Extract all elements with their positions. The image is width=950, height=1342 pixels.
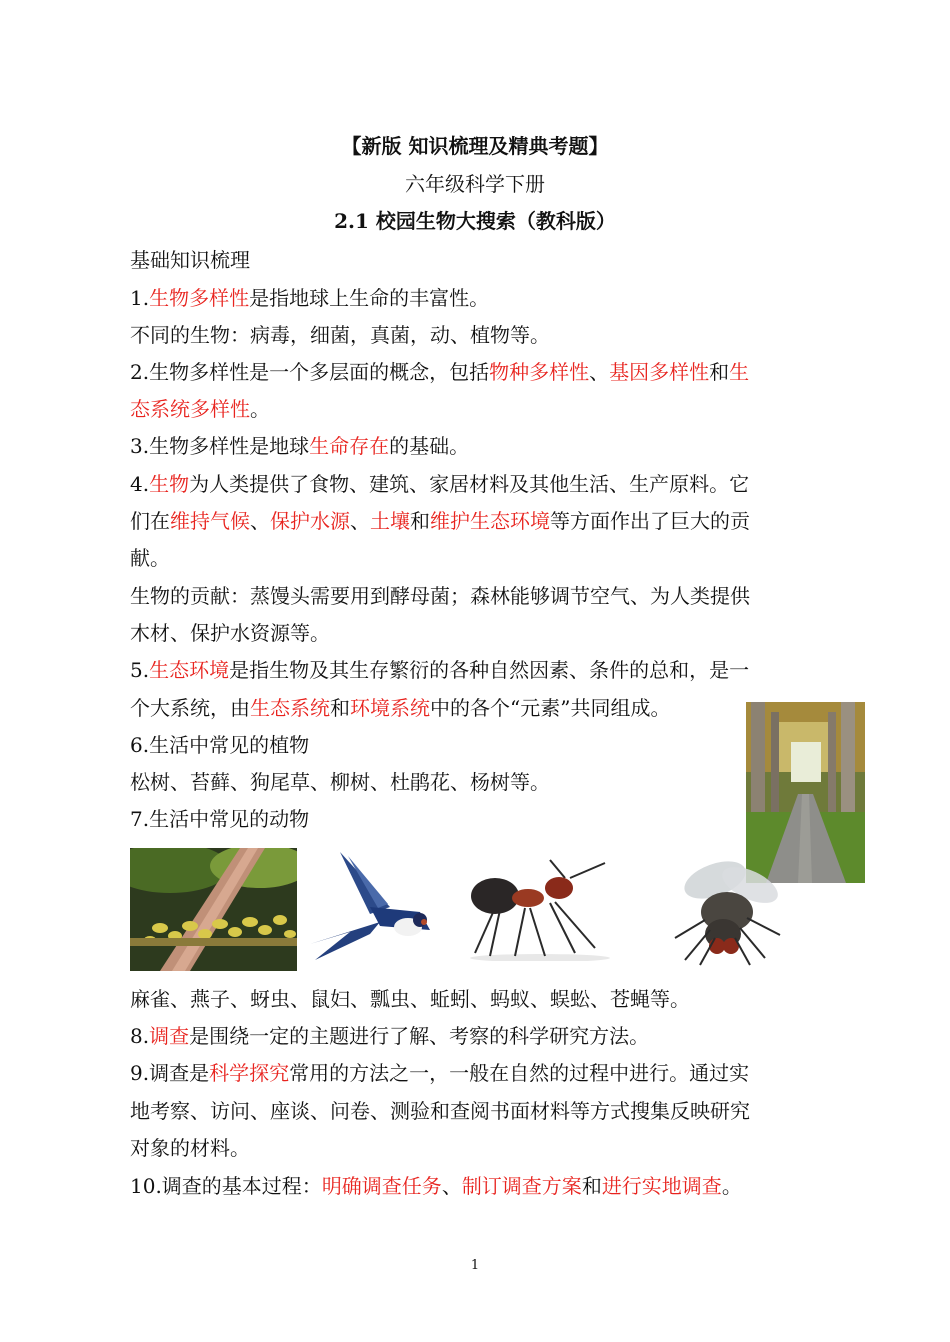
item-4-note: 生物的贡献：蒸馒头需要用到酵母菌；森林能够调节空气、为人类提供 bbox=[130, 584, 750, 608]
item-8: 8.调查是围绕一定的主题进行了解、考察的科学研究方法。 bbox=[130, 1024, 650, 1048]
item-9-end: 对象的材料。 bbox=[130, 1136, 250, 1160]
item-5: 5.生态环境是指生物及其生存繁衍的各种自然因素、条件的总和，是一 bbox=[130, 658, 750, 682]
item-7: 7.生活中常见的动物 bbox=[130, 807, 310, 831]
ant-photo bbox=[455, 858, 625, 961]
item-1-note: 不同的生物：病毒，细菌，真菌，动、植物等。 bbox=[130, 323, 550, 347]
item-9-cont: 地考察、访问、座谈、问卷、测验和查阅书面材料等方式搜集反映研究 bbox=[130, 1099, 750, 1123]
item-5-cont: 个大系统，由生态系统和环境系统中的各个“元素”共同组成。 bbox=[130, 696, 671, 720]
item-2: 2.生物多样性是一个多层面的概念，包括物种多样性、基因多样性和生 bbox=[130, 360, 750, 384]
item-4-end: 献。 bbox=[130, 546, 170, 570]
swallow-photo bbox=[310, 852, 435, 964]
item-10: 10.调查的基本过程：明确调查任务、制订调查方案和进行实地调查。 bbox=[130, 1174, 742, 1198]
item-2-cont: 态系统多样性。 bbox=[130, 397, 270, 421]
item-9: 9.调查是科学探究常用的方法之一，一般在自然的过程中进行。通过实 bbox=[130, 1061, 750, 1085]
lesson-title: 2.1 校园生物大搜索（教科版） bbox=[334, 209, 616, 233]
item-4: 4.生物为人类提供了食物、建筑、家居材料及其他生活、生产原料。它 bbox=[130, 472, 750, 496]
section-heading: 基础知识梳理 bbox=[130, 248, 250, 272]
fly-photo bbox=[655, 850, 805, 968]
item-3: 3.生物多样性是地球生命存在的基础。 bbox=[130, 434, 470, 458]
item-4-cont: 们在维持气候、保护水源、土壤和维护生态环境等方面作出了巨大的贡 bbox=[130, 509, 750, 533]
document-subtitle: 六年级科学下册 bbox=[405, 172, 545, 196]
item-1: 1.生物多样性是指地球上生命的丰富性。 bbox=[130, 286, 490, 310]
item-4-note-cont: 木材、保护水资源等。 bbox=[130, 621, 330, 645]
item-6-list: 松树、苔藓、狗尾草、柳树、杜鹃花、杨树等。 bbox=[130, 770, 550, 794]
item-7-list: 麻雀、燕子、蚜虫、鼠妇、瓢虫、蚯蚓、蚂蚁、蜈蚣、苍蝇等。 bbox=[130, 987, 690, 1011]
document-title: 【新版 知识梳理及精典考题】 bbox=[341, 134, 609, 158]
item-6: 6.生活中常见的植物 bbox=[130, 733, 310, 757]
aphid-photo bbox=[130, 848, 297, 971]
page-number: 1 bbox=[470, 1258, 480, 1273]
